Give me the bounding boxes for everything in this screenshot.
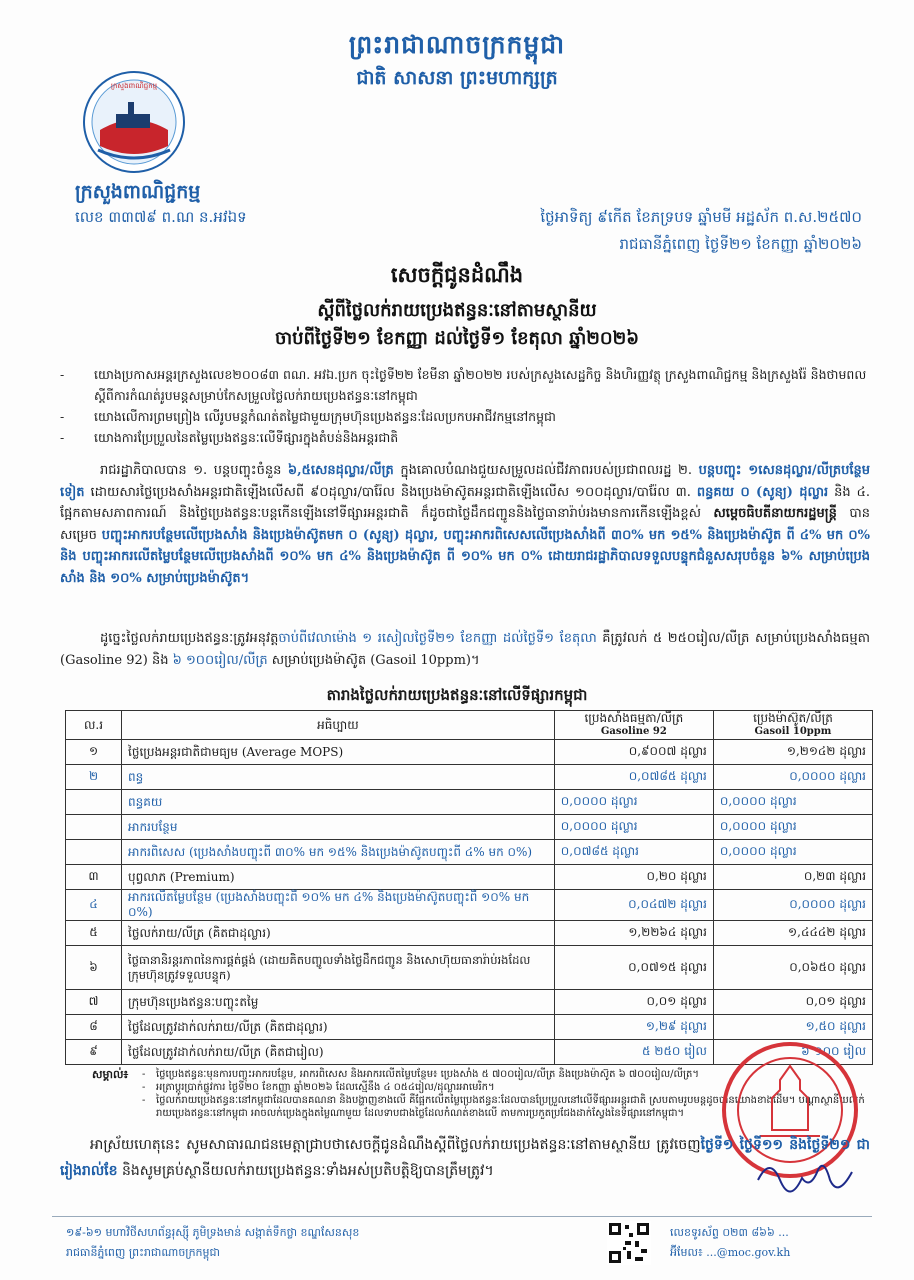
row-number: ១ — [66, 740, 122, 765]
reference-item: - យោងការប្រែប្រួលនៃតម្លៃប្រេងឥន្ធនៈលើទីផ្សារក្នុងតំបន់និងអន្តរជាតិ — [60, 430, 399, 445]
row-description: ថ្លៃធានានិរន្តរភាពនៃការផ្គត់ផ្គង់ (ដោយគិតបញ្ចូលទាំងថ្លៃដឹកជញ្ជូន និងសោហ៊ុយធានារ៉ាប់រងដែលក្រុមហ៊ុនត្រូវទទួលបន្ទុក) — [122, 946, 555, 990]
table-row — [66, 815, 873, 840]
table-header-row — [66, 711, 873, 740]
table-row — [66, 840, 873, 865]
national-motto: ជាតិ សាសនា ព្រះមហាក្សត្រ — [356, 67, 558, 89]
table-row — [66, 990, 873, 1015]
row-number: ៣ — [66, 865, 122, 890]
row-description: អាករបន្ថែម — [122, 815, 555, 840]
table-row — [66, 865, 873, 890]
row-number: ២ — [66, 765, 122, 790]
diesel-value: ០,០០០០ ដុល្លារ — [713, 840, 872, 865]
row-description: ក្រុមហ៊ុនប្រេងឥន្ធនៈបញ្ចុះតម្លៃ — [122, 990, 555, 1015]
reference-list — [60, 364, 870, 448]
note-item: - អត្រាប្តូរប្រាក់ផ្លូវការ ថ្ងៃទី២០ ខែកញ្ញា ឆ្នាំ២០២៦ ដែលស្មើនឹង ៤ ០៥៤រៀល/ដុល្លារអាមេរិក។ — [142, 1082, 495, 1093]
diesel-value: ០,០០០០ ដុល្លារ — [713, 790, 872, 815]
table-row — [66, 1015, 873, 1040]
row-description: ថ្លៃដែលត្រូវដាក់លក់រាយ/លីត្រ (គិតជារៀល) — [122, 1040, 555, 1065]
header-gasoline: ប្រេងសាំងធម្មតា/លីត្រ Gasoline 92 — [554, 711, 713, 740]
row-description: ថ្លៃប្រេងអន្តរជាតិជាមធ្យម (Average MOPS) — [122, 740, 555, 765]
row-number: ៧ — [66, 990, 122, 1015]
diesel-value: ០,០០០០ ដុល្លារ — [713, 890, 872, 921]
gasoline-value: ០,០០០០ ដុល្លារ — [554, 815, 713, 840]
row-description: ពន្ធគយ — [122, 790, 555, 815]
row-number — [66, 840, 122, 865]
header-number: ល.រ — [66, 711, 122, 740]
note-item: - ថ្លៃប្រេងឥន្ធនៈមុនការបញ្ចុះអាករបន្ថែម, អាករពិសេស និងអាករលើតម្លៃបន្ថែម៖ ប្រេងសាំង ៥ ៧០០រៀល/លីត្រ និងប្រេងម៉ាស៊ូត ៦ ៧០០រៀល/លីត្រ។ — [142, 1069, 699, 1080]
row-number — [66, 815, 122, 840]
header-diesel: ប្រេងម៉ាស៊ូត/លីត្រ Gasoil 10ppm — [713, 711, 872, 740]
ministry-name: ក្រសួងពាណិជ្ជកម្ម — [75, 181, 201, 203]
row-description: ពន្ធ — [122, 765, 555, 790]
table-row — [66, 790, 873, 815]
diesel-value: ០,០១ ដុល្លារ — [713, 990, 872, 1015]
diesel-value: ០,០៦៥០ ដុល្លារ — [713, 946, 872, 990]
svg-text:ក្រសួងពាណិជ្ជកម្ម: ក្រសួងពាណិជ្ជកម្ម — [110, 82, 158, 90]
footer-contact: លេខទូរស័ព្ទ ០២៣ ៨៦៦ ... អ៊ីមែល៖ ...@moc.gov.kh — [670, 1226, 791, 1259]
footer-address: ១៩-៦១ មហាវិថីសហព័ន្ធរុស្ស៊ី ភូមិទ្រងមាន់ សង្កាត់ទឹកថ្លា ខណ្ឌសែនសុខ រាជធានីភ្នំពេញ ព្រះរាជាណាចក្រកម្ពុជា — [66, 1226, 360, 1259]
row-number: ៩ — [66, 1040, 122, 1065]
gasoline-value: ០,០៧៨៥ ដុល្លារ — [554, 840, 713, 865]
document-title: សេចក្តីជូនដំណឹង — [390, 262, 524, 287]
solar-date: រាជធានីភ្នំពេញ ថ្ងៃទី២១ ខែកញ្ញា ឆ្នាំ២០២៦ — [619, 235, 862, 253]
gasoline-value: ១,២៩ ដុល្លារ — [554, 1015, 713, 1040]
closing-paragraph: អាស្រ័យហេតុនេះ សូមសាធារណជនមេត្តាជ្រាបថាសេចក្តីជូនដំណឹងស្តីពីថ្លៃលក់រាយប្រេងឥន្ធនៈនៅតាមស្ថានីយ ត្រូវចេញថ្ងៃទី១ ថ្ងៃទី១១ និងថ្ងៃទី២១ ជារៀងរាល់ខែ និងសូមគ្រប់ស្ថានីយលក់រាយប្រេងឥន្ធនៈទាំងអស់ប្រតិបត្តិឱ្យបានត្រឹមត្រូវ។ — [60, 1137, 870, 1179]
row-description: អាករពិសេស (ប្រេងសាំងបញ្ចុះពី ៣០% មក ១៥% និងប្រេងម៉ាស៊ូតបញ្ចុះពី ៤% មក ០%) — [122, 840, 555, 865]
reference-item: - យោងលើការព្រមព្រៀង លើរូបមន្តកំណត់តម្លៃជាមួយក្រុមហ៊ុនប្រេងឥន្ធនៈដែលប្រកបអាជីវកម្មនៅកម្ពុជា — [60, 409, 556, 424]
gasoline-value: ០,០១ ដុល្លារ — [554, 990, 713, 1015]
ministry-logo — [82, 70, 186, 174]
reference-number: លេខ ៣៣៧៩ ព.ណ ន.អវឯទ — [75, 208, 247, 226]
gasoline-value: ០,០៤៧២ ដុល្លារ — [554, 890, 713, 921]
fuel-price-table — [65, 710, 873, 1065]
row-number: ៨ — [66, 1015, 122, 1040]
kingdom-heading: ព្រះរាជាណាចក្រកម្ពុជា — [348, 30, 566, 59]
gasoline-value: ០,០៧១៥ ដុល្លារ — [554, 946, 713, 990]
diesel-value: ១,២១៤២ ដុល្លារ — [713, 740, 872, 765]
gasoline-value: ០,៩០០៧ ដុល្លារ — [554, 740, 713, 765]
subject-line-2: ចាប់ពីថ្ងៃទី២១ ខែកញ្ញា ដល់ថ្ងៃទី១ ខែតុលា ឆ្នាំ២០២៦ — [275, 328, 639, 349]
row-description: អាករលើតម្លៃបន្ថែម (ប្រេងសាំងបញ្ចុះពី ១០% មក ៤% និងប្រេងម៉ាស៊ូតបញ្ចុះពី ១០% មក ០%) — [122, 890, 555, 921]
gasoline-value: ០,២០ ដុល្លារ — [554, 865, 713, 890]
lunar-date: ថ្ងៃអាទិត្យ ៩កើត ខែភទ្របទ ឆ្នាំមមី អដ្ឋស័ក ព.ស.២៥៧០ — [540, 208, 862, 226]
table-row — [66, 921, 873, 946]
row-description: ថ្លៃដែលត្រូវដាក់លក់រាយ/លីត្រ (គិតជាដុល្លារ) — [122, 1015, 555, 1040]
qr-code-icon — [607, 1221, 651, 1265]
table-row — [66, 890, 873, 921]
notes-label: សម្គាល់៖ — [92, 1068, 129, 1081]
reference-item: - យោងប្រកាសអន្តរក្រសួងលេខ២០០៨៣ ពណ. អវឯ.ប្រក ចុះថ្ងៃទី២២ ខែមីនា ឆ្នាំ២០២២ របស់ក្រសួងសេដ្ឋកិច្ច និងហិរញ្ញវត្ថុ ក្រសួងពាណិជ្ជកម្ម និងក្រសួងរ៉ែ និងថាមពល ស្តីពីការកំណត់រូបមន្តសម្រាប់កែសម្រួលថ្លៃលក់រាយប្រេងឥន្ធនៈនៅកម្ពុជា — [60, 367, 867, 403]
gasoline-value: ៥ ២៥០ រៀល — [554, 1040, 713, 1065]
diesel-value: ០,០០០០ ដុល្លារ — [713, 765, 872, 790]
government-decision-paragraph: រាជរដ្ឋាភិបាលបាន ១. បន្តបញ្ចុះចំនួន ៦,៥សេនដុល្លារ/លីត្រ ក្នុងគោលបំណងជួយសម្រួលដល់ជីវភាពរបស់ប្រជាពលរដ្ឋ ២. បន្តបញ្ចុះ ១សេនដុល្លារ/លីត្របន្ថែមទៀត ដោយសារថ្លៃប្រេងសាំងអន្តរជាតិឡើងលើសពី ៩០ដុល្លារ/បារ៉ែល និងប្រេងម៉ាស៊ូតអន្តរជាតិឡើងលើស ១០០ដុល្លារ/បារ៉ែល ៣. ពន្ធគយ ០ (សូន្យ) ដុល្លារ និង ៤. ផ្អែកតាមសភាពការណ៍ និងថ្លៃប្រេងឥន្ធនៈបន្តកើនឡើងនៅទីផ្សារអន្តរជាតិ ក៏ដូចជាថ្លៃដឹកជញ្ជូននិងថ្លៃធានារ៉ាប់រងមានការកើនឡើងខ្ពស់ សម្តេចធិបតីនាយករដ្ឋមន្ត្រី បានសម្រេច បញ្ចុះអាករបន្ថែមលើប្រេងសាំង និងប្រេងម៉ាស៊ូតមក ០ (សូន្យ) ដុល្លារ, បញ្ចុះអាករពិសេសលើប្រេងសាំងពី ៣០% មក ១៥% និងប្រេងម៉ាស៊ូត ពី ៤% មក ០% និង បញ្ចុះអាករលើតម្លៃបន្ថែមលើប្រេងសាំងពី ១០% មក ៤% និងប្រេងម៉ាស៊ូត ពី ១០% មក ០% ដោយរាជរដ្ឋាភិបាលទទួលបន្ទុកជំនួសសរុបចំនួន ៦% សម្រាប់ប្រេងសាំង និង ១០% សម្រាប់ប្រេងម៉ាស៊ូត។ — [60, 463, 871, 586]
note-item: - ថ្លៃលក់រាយប្រេងឥន្ធនៈនៅកម្ពុជាដែលបានគណនា និងបង្ហាញខាងលើ គឺផ្អែកលើតម្លៃប្រេងឥន្ធនៈដែលបានប្រែប្រួលនៅលើទីផ្សារអន្តរជាតិ ស្របតាមរូបមន្តដូចបានយោងខាងដើម។ បណ្តាស្ថានីយលក់រាយប្រេងឥន្ធនៈនៅកម្ពុជា អាចលក់ប្រេងក្នុងតម្លៃណាមួយ ដែលទាបជាងថ្លៃដែលកំណត់ខាងលើ តាមការប្រកួតប្រជែងដាក់ស្វែងនៃទីផ្សារនៅកម្ពុជា។ — [142, 1095, 865, 1119]
gasoline-value: ០,០៧៨៥ ដុល្លារ — [554, 765, 713, 790]
table-row — [66, 765, 873, 790]
footer — [52, 1216, 872, 1269]
diesel-value: ០,០០០០ ដុល្លារ — [713, 815, 872, 840]
row-number: ៤ — [66, 890, 122, 921]
row-description: ថ្លៃលក់រាយ/លីត្រ (គិតជាដុល្លារ) — [122, 921, 555, 946]
row-description: បុព្វលាភ (Premium) — [122, 865, 555, 890]
diesel-value: ១,៥០ ដុល្លារ — [713, 1015, 872, 1040]
row-number: ៦ — [66, 946, 122, 990]
diesel-value: ៦ ១០០ រៀល — [713, 1040, 872, 1065]
diesel-value: ១,៤៤៤២ ដុល្លារ — [713, 921, 872, 946]
table-row — [66, 946, 873, 990]
table-row — [66, 740, 873, 765]
diesel-value: ០,២៣ ដុល្លារ — [713, 865, 872, 890]
row-number — [66, 790, 122, 815]
gasoline-value: ១,២២៦៤ ដុល្លារ — [554, 921, 713, 946]
header-description: អធិប្បាយ — [122, 711, 555, 740]
row-number: ៥ — [66, 921, 122, 946]
price-application-paragraph: ដូច្នេះថ្លៃលក់រាយប្រេងឥន្ធនៈត្រូវអនុវត្តចាប់ពីវេលាម៉ោង ១ រសៀលថ្ងៃទី២១ ខែកញ្ញា ដល់ថ្ងៃទី១ ខែតុលា គឺត្រូវលក់ ៥ ២៥០រៀល/លីត្រ សម្រាប់ប្រេងសាំងធម្មតា (Gasoline 92) និង ៦ ១០០រៀល/លីត្រ សម្រាប់ប្រេងម៉ាស៊ូត (Gasoil 10ppm)។ — [60, 631, 870, 668]
gasoline-value: ០,០០០០ ដុល្លារ — [554, 790, 713, 815]
price-table-title: តារាងថ្លៃលក់រាយប្រេងឥន្ធនៈនៅលើទីផ្សារកម្ពុជា — [326, 686, 588, 704]
subject-line-1: ស្តីពីថ្លៃលក់រាយប្រេងឥន្ធនៈនៅតាមស្ថានីយ — [317, 300, 597, 321]
